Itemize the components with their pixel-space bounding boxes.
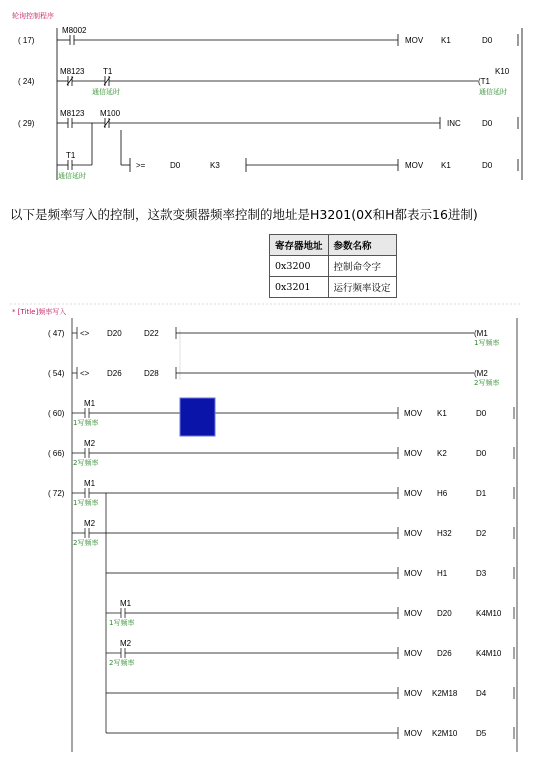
contact-label: M1 <box>120 599 132 608</box>
register-table <box>269 234 397 298</box>
contact-comment: 2写频率 <box>73 539 99 547</box>
contact-label: M1 <box>84 479 96 488</box>
instr-arg: D2 <box>476 529 487 538</box>
instr-arg: D0 <box>476 409 487 418</box>
bottom-ladder-text <box>48 329 502 738</box>
contact-label: M1 <box>84 399 96 408</box>
top-ladder-title: 轮询控制程序 <box>12 12 54 20</box>
compare-op: >= <box>136 161 146 170</box>
instr-arg: D4 <box>476 689 487 698</box>
step-number: ( 24) <box>18 77 35 86</box>
instr-arg: D20 <box>437 609 452 618</box>
table-cell: 0x3201 <box>270 277 329 298</box>
step-number: ( 60) <box>48 409 65 418</box>
contact-comment: 1写频率 <box>73 499 99 507</box>
table-cell: 控制命令字 <box>328 256 396 277</box>
instr-op: MOV <box>404 489 423 498</box>
contact-label: M8123 <box>60 109 85 118</box>
step-number: ( 29) <box>18 119 35 128</box>
instr-arg: K2 <box>437 449 447 458</box>
coil-label: (M1 <box>474 329 488 338</box>
coil-label: (M2 <box>474 369 488 378</box>
contact-comment: 通信延时 <box>92 88 120 96</box>
contact-label: T1 <box>103 67 113 76</box>
instr-op: MOV <box>404 529 423 538</box>
instr-arg: K2M10 <box>432 729 458 738</box>
instr-op: MOV <box>404 449 423 458</box>
instr-arg: H6 <box>437 489 448 498</box>
contact-label: M8002 <box>62 26 87 35</box>
table-header-row <box>270 235 397 256</box>
step-number: ( 72) <box>48 489 65 498</box>
table-row <box>270 256 397 277</box>
instr-op: MOV <box>404 689 423 698</box>
contact-label: M100 <box>100 109 121 118</box>
coil-comment: 1写频率 <box>474 339 500 347</box>
table-row <box>270 277 397 298</box>
instr-arg: H1 <box>437 569 448 578</box>
contact-label: T1 <box>66 151 76 160</box>
table-cell: 运行频率设定 <box>328 277 396 298</box>
compare-arg: K3 <box>210 161 220 170</box>
contact-comment: 2写频率 <box>73 459 99 467</box>
compare-op: <> <box>80 369 90 378</box>
instr-arg: H32 <box>437 529 452 538</box>
instr-op: MOV <box>404 569 423 578</box>
step-number: ( 54) <box>48 369 65 378</box>
instr-op: MOV <box>404 729 423 738</box>
step-number: ( 47) <box>48 329 65 338</box>
compare-arg: D0 <box>170 161 181 170</box>
instr-op: MOV <box>404 649 423 658</box>
cursor-highlight[interactable] <box>180 398 215 436</box>
compare-arg: D26 <box>107 369 122 378</box>
instr-arg: K4M10 <box>476 609 502 618</box>
instr-op: MOV <box>404 409 423 418</box>
contact-comment: 1写频率 <box>109 619 135 627</box>
instr-arg: K1 <box>441 36 451 45</box>
coil-comment: 通信延时 <box>479 88 507 96</box>
contact-label: M2 <box>84 439 96 448</box>
instr-arg: K1 <box>437 409 447 418</box>
compare-arg: D28 <box>144 369 159 378</box>
instr-arg: D26 <box>437 649 452 658</box>
contact-comment: 通信延时 <box>58 172 86 180</box>
coil-label: K10 <box>495 67 510 76</box>
contact-label: M8123 <box>60 67 85 76</box>
top-ladder <box>57 28 522 180</box>
instr-op: MOV <box>405 161 424 170</box>
compare-op: <> <box>80 329 90 338</box>
contact-comment: 1写频率 <box>73 419 99 427</box>
coil-sub: (T1 <box>478 77 490 86</box>
step-number: ( 17) <box>18 36 35 45</box>
instr-op: MOV <box>405 36 424 45</box>
instr-arg: D0 <box>482 161 493 170</box>
compare-arg: D20 <box>107 329 122 338</box>
instr-arg: D0 <box>482 119 493 128</box>
instr-op: INC <box>447 119 461 128</box>
coil-comment: 2写频率 <box>474 379 500 387</box>
contact-label: M2 <box>84 519 96 528</box>
instr-arg: D0 <box>482 36 493 45</box>
instr-arg: D3 <box>476 569 487 578</box>
instr-arg: K2M18 <box>432 689 458 698</box>
instr-arg: D5 <box>476 729 487 738</box>
contact-label: M2 <box>120 639 132 648</box>
table-header: 寄存器地址 <box>270 235 329 256</box>
instr-arg: D1 <box>476 489 487 498</box>
step-number: ( 66) <box>48 449 65 458</box>
caption-text: 以下是频率写入的控制，这款变频器频率控制的地址是H3201(0X和H都表示16进制) <box>10 207 478 222</box>
bottom-ladder-title: * [Title]频率写入 <box>12 308 67 316</box>
table-header: 参数名称 <box>328 235 396 256</box>
instr-arg: D0 <box>476 449 487 458</box>
compare-arg: D22 <box>144 329 159 338</box>
instr-arg: K1 <box>441 161 451 170</box>
instr-arg: K4M10 <box>476 649 502 658</box>
table-cell: 0x3200 <box>270 256 329 277</box>
instr-op: MOV <box>404 609 423 618</box>
contact-comment: 2写频率 <box>109 659 135 667</box>
